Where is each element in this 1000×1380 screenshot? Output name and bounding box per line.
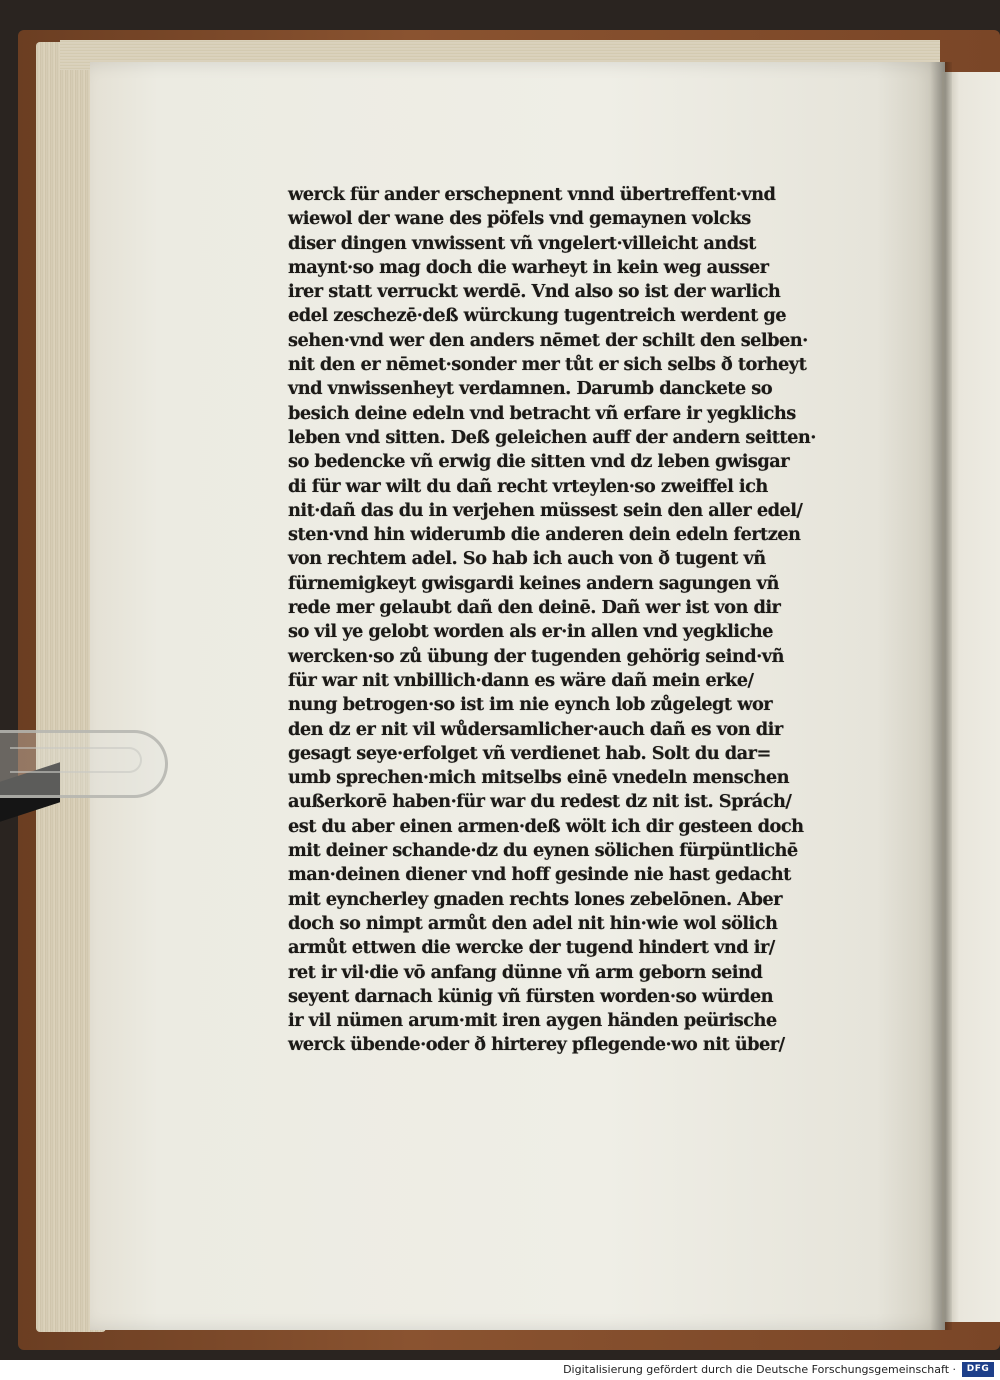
text-line: ir vil nümen arum·mit iren aygen händen peürische [288,1010,777,1032]
text-line: diser dingen vnwissent vñ vngelert·villeicht andst [288,232,756,254]
text-line: besich deine edeln vnd betracht vñ erfare ir yegklichs [288,402,796,424]
text-line: irer statt verruckt werdē. Vnd also so ist der warlich [288,281,781,303]
text-line: werck für ander erschepnent vnnd übertreffent·vnd [288,184,776,205]
gutter-shadow [930,62,952,1330]
text-line: rede mer gelaubt dañ den deinē. Dañ wer ist von dir [288,597,781,619]
text-line: armůt ettwen die wercke der tugend hindert vnd ir/ [288,937,775,959]
text-line: sten·vnd hin widerumb die anderen dein edeln fertzen [288,524,801,546]
text-line: werck übende·oder ð hirterey pflegende·wo nit über/ [288,1034,785,1056]
text-line: leben vnd sitten. Deß geleichen auff der andern seitten· [288,426,816,448]
text-line: für war nit vnbillich·dann es wäre dañ mein erke/ [288,669,754,691]
text-line: est du aber einen armen·deß wölt ich dir gesteen doch [288,815,804,837]
text-line: doch so nimpt armůt den adel nit hin·wie wol sölich [288,912,778,934]
text-line: mit deiner schande·dz du eynen sölichen fürpüntlichē [288,840,798,862]
text-line: wiewol der wane des pöfels vnd gemaynen volcks [288,208,751,230]
text-line: den dz er nit vil wůdersamlicher·auch dañ es von dir [288,718,783,740]
page-clip [0,730,168,798]
text-line: edel zeschezē·deß würckung tugentreich werdent ge [288,305,787,327]
text-line: so bedencke vñ erwig die sitten vnd dz leben gwisgar [288,451,790,473]
text-line: so vil ye gelobt worden als er·in allen vnd yegkliche [288,621,773,643]
page-clip-holder [0,730,165,810]
text-line: ret ir vil·die vō anfang dünne vñ arm geborn seind [288,961,763,983]
text-line: wercken·so zů übung der tugenden gehörig seind·vñ [288,645,784,667]
text-line: man·deinen diener vnd hoff gesinde nie hast gedacht [288,864,791,886]
footer-bar [0,1360,1000,1380]
dfg-logo-icon: DFG [962,1362,994,1377]
text-line: seyent darnach künig vñ fürsten worden·so würden [288,985,773,1007]
text-line: fürnemigkeyt gwisgardi keines andern sagungen vñ [288,572,779,594]
text-line: gesagt seye·erfolget vñ verdienet hab. Solt du dar= [288,742,771,764]
text-line: maynt·so mag doch die warheyt in kein weg ausser [288,256,769,278]
blackletter-text-block [288,183,828,1058]
text-line: mit eyncherley gnaden rechts lones zebelōnen. Aber [288,888,782,910]
text-line: außerkorē haben·für war du redest dz nit ist. Sprách/ [288,791,792,813]
text-line: umb sprechen·mich mitselbs einē vnedeln menschen [288,767,790,789]
text-line: vnd vnwissenheyt verdamnen. Darumb danckete so [288,378,773,400]
text-line: nit·dañ das du in verjehen müssest sein den aller edel/ [288,499,803,521]
text-line: nit den er nēmet·sonder mer tůt er sich selbs ð torheyt [288,354,807,376]
text-line: von rechtem adel. So hab ich auch von ð tugent vñ [288,548,766,570]
digitization-credit: Digitalisierung gefördert durch die Deutsche Forschungsgemeinschaft · [563,1363,956,1376]
text-line: nung betrogen·so ist im nie eynch lob zůgelegt wor [288,694,773,716]
text-line: sehen·vnd wer den anders nēmet der schilt den selben· [288,329,808,351]
text-line: di für war wilt du dañ recht vrteylen·so zweiffel ich [288,475,768,497]
